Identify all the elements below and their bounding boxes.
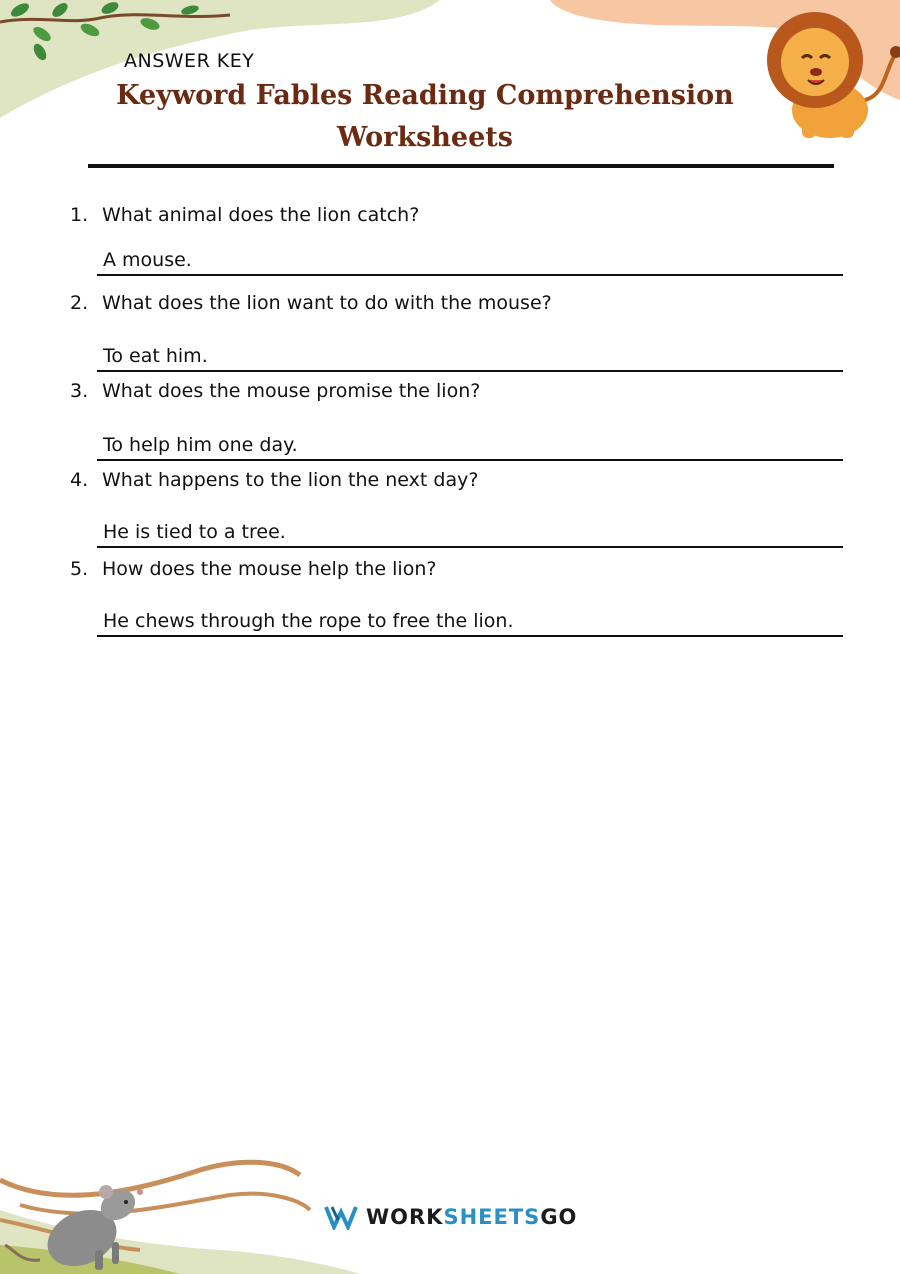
- question-number: 1.: [70, 204, 89, 226]
- header-divider: [88, 164, 834, 168]
- answer-text: He chews through the rope to free the lion.: [103, 610, 514, 632]
- answer-line-5: [97, 601, 843, 637]
- question-number: 2.: [70, 292, 89, 314]
- logo-text-work: WORK: [366, 1205, 444, 1229]
- question-5: [70, 558, 436, 580]
- question-text: What does the lion want to do with the mouse?: [102, 292, 552, 314]
- answer-line-1: [97, 240, 843, 276]
- question-3: [70, 380, 480, 402]
- question-number: 4.: [70, 469, 89, 491]
- answer-text: A mouse.: [103, 249, 192, 271]
- question-4: [70, 469, 478, 491]
- worksheetsgo-logo-icon: [324, 1204, 358, 1230]
- question-text: What animal does the lion catch?: [102, 204, 420, 226]
- worksheetsgo-logo: [324, 1204, 577, 1230]
- question-text: How does the mouse help the lion?: [102, 558, 437, 580]
- logo-text-sheets: SHEETS: [443, 1205, 541, 1229]
- answer-text: He is tied to a tree.: [103, 521, 286, 543]
- question-text: What does the mouse promise the lion?: [102, 380, 481, 402]
- answer-text: To eat him.: [103, 345, 208, 367]
- answer-text: To help him one day.: [103, 434, 298, 456]
- question-number: 5.: [70, 558, 89, 580]
- page-title-line-2: Worksheets: [337, 122, 513, 153]
- answer-line-2: [97, 336, 843, 372]
- logo-text-go: GO: [540, 1205, 578, 1229]
- answer-key-label: ANSWER KEY: [124, 50, 255, 72]
- answer-line-4: [97, 512, 843, 548]
- question-2: [70, 292, 552, 314]
- question-1: [70, 204, 419, 226]
- question-number: 3.: [70, 380, 89, 402]
- question-text: What happens to the lion the next day?: [102, 469, 479, 491]
- page-title-line-1: Keyword Fables Reading Comprehension: [116, 80, 734, 111]
- answer-line-3: [97, 425, 843, 461]
